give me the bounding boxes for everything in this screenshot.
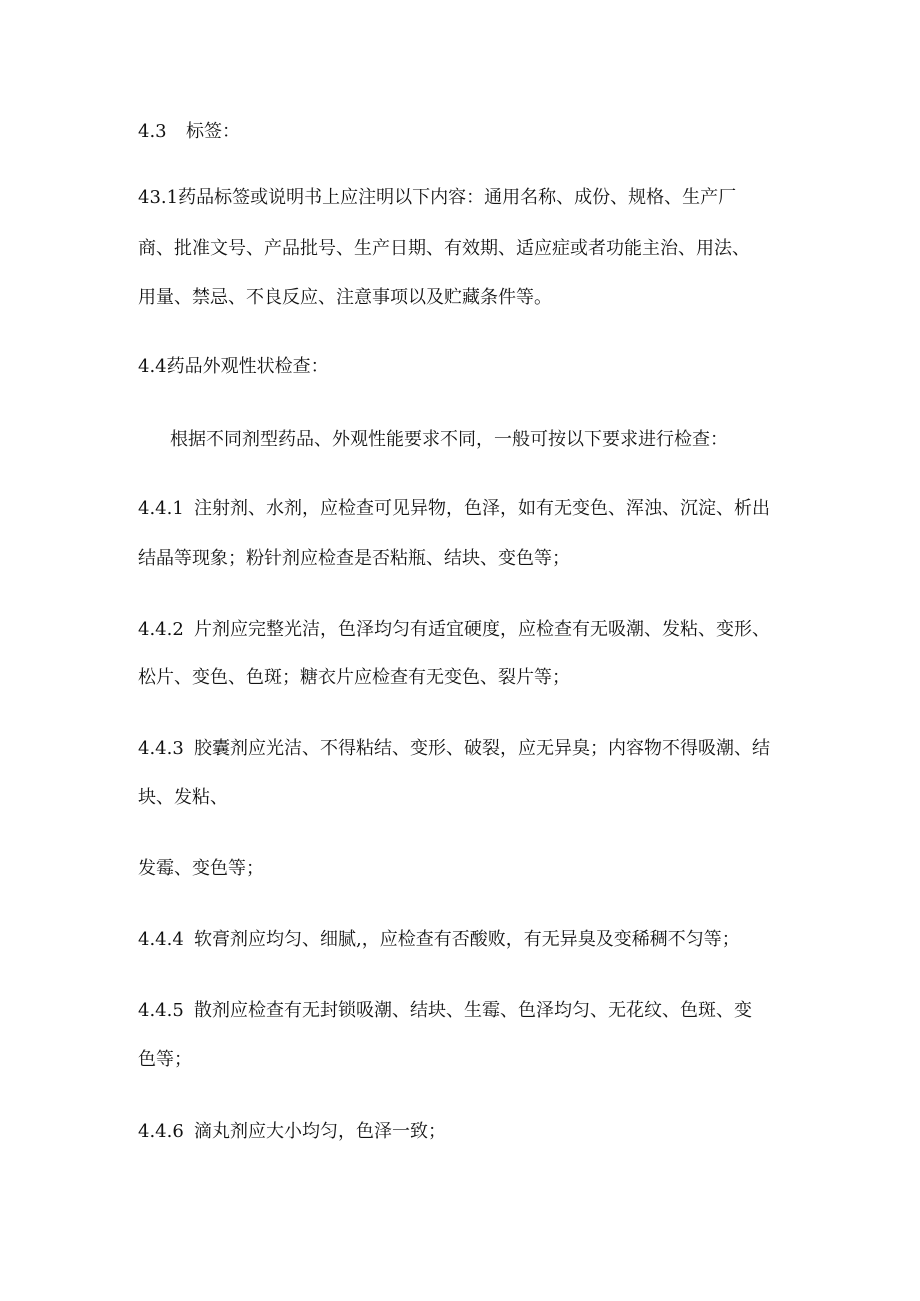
item-4-4-5-line-1 bbox=[138, 999, 798, 1023]
section-4-3-heading bbox=[138, 120, 798, 144]
item-text: 散剂应检查有无封锁吸潮、结块、生霉、色泽均匀、无花纹、色斑、变 bbox=[194, 1000, 752, 1021]
item-4-4-3-line-1 bbox=[138, 737, 798, 761]
item-4-4-6-line-1 bbox=[138, 1120, 798, 1144]
item-4-4-2-line-2: 松片、变色、色斑；糖衣片应检查有无变色、裂片等； bbox=[138, 667, 570, 688]
item-4-4-2-line-1 bbox=[138, 618, 798, 642]
item-number: 4.4.1 bbox=[138, 498, 184, 519]
section-number: 4.4 bbox=[138, 356, 167, 377]
section-number: 4.3 bbox=[138, 121, 167, 142]
section-4-3-1-line-1 bbox=[138, 186, 798, 210]
item-4-4-3-line-3: 发霉、变色等； bbox=[138, 858, 264, 879]
item-text: 胶囊剂应光洁、不得粘结、变形、破裂，应无异臭；内容物不得吸潮、结 bbox=[194, 738, 770, 759]
section-4-4-heading bbox=[138, 355, 798, 379]
item-number: 4.4.2 bbox=[138, 619, 184, 640]
item-4-4-1-line-1 bbox=[138, 497, 798, 521]
item-text: 片剂应完整光洁，色泽均匀有适宜硬度，应检查有无吸潮、发粘、变形、 bbox=[194, 619, 770, 640]
item-text: 注射剂、水剂，应检查可见异物，色泽，如有无变色、浑浊、沉淀、析出 bbox=[194, 498, 770, 519]
item-4-4-3-line-2: 块、发粘、 bbox=[138, 787, 228, 808]
paragraph-text: 药品标签或说明书上应注明以下内容：通用名称、成份、规格、生产厂 bbox=[178, 187, 737, 208]
section-4-3-1-line-3: 用量、禁忌、不良反应、注意事项以及贮藏条件等。 bbox=[138, 287, 552, 308]
item-number: 4.4.4 bbox=[138, 929, 184, 950]
section-4-4-intro: 根据不同剂型药品、外观性能要求不同，一般可按以下要求进行检查： bbox=[170, 429, 728, 450]
section-title: 标签： bbox=[186, 121, 240, 142]
item-text: 滴丸剂应大小均匀，色泽一致； bbox=[194, 1121, 446, 1142]
item-4-4-1-line-2: 结晶等现象；粉针剂应检查是否粘瓶、结块、变色等； bbox=[138, 548, 570, 569]
item-number: 4.4.6 bbox=[138, 1121, 184, 1142]
item-number: 4.4.5 bbox=[138, 1000, 184, 1021]
section-title: 药品外观性状检查： bbox=[166, 356, 329, 377]
section-number: 43.1 bbox=[138, 187, 179, 208]
section-4-3-1-line-2: 商、批准文号、产品批号、生产日期、有效期、适应症或者功能主治、用法、 bbox=[138, 238, 750, 259]
item-text: 软膏剂应均匀、细腻,，应检查有否酸败，有无异臭及变稀稠不匀等； bbox=[194, 929, 740, 950]
item-4-4-5-line-2: 色等； bbox=[138, 1049, 192, 1070]
item-4-4-4-line-1 bbox=[138, 928, 798, 952]
item-number: 4.4.3 bbox=[138, 738, 184, 759]
